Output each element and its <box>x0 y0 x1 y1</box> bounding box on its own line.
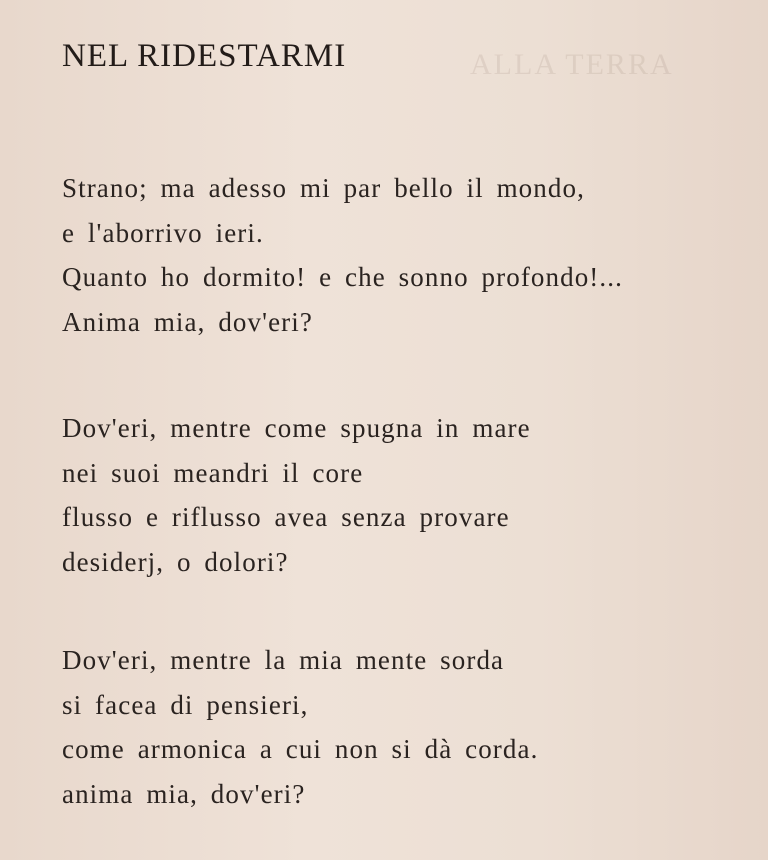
bleed-through-title: ALLA TERRA <box>470 48 674 81</box>
stanza-3 <box>62 638 538 816</box>
stanza-line: Quanto ho dormito! e che sonno profondo!... <box>62 262 623 292</box>
stanza-line: flusso e riflusso avea senza provare <box>62 502 510 532</box>
stanza-line: anima mia, dov'eri? <box>62 778 306 809</box>
stanza-line: nei suoi meandri il core <box>62 457 364 488</box>
stanza-line: Strano; ma adesso mi par bello il mondo, <box>62 173 585 203</box>
stanza-line: Dov'eri, mentre come spugna in mare <box>62 413 531 443</box>
stanza-line: come armonica a cui non si dà corda. <box>62 734 539 764</box>
stanza-line: si facea di pensieri, <box>62 689 309 720</box>
stanza-line: desiderj, o dolori? <box>62 546 289 577</box>
stanza-line: Anima mia, dov'eri? <box>62 306 313 337</box>
poem-title: NEL RIDESTARMI <box>62 38 347 74</box>
stanza-2 <box>62 406 531 584</box>
stanza-line: e l'aborrivo ieri. <box>62 217 264 248</box>
stanza-line: Dov'eri, mentre la mia mente sorda <box>62 645 505 675</box>
stanza-1 <box>62 166 623 344</box>
